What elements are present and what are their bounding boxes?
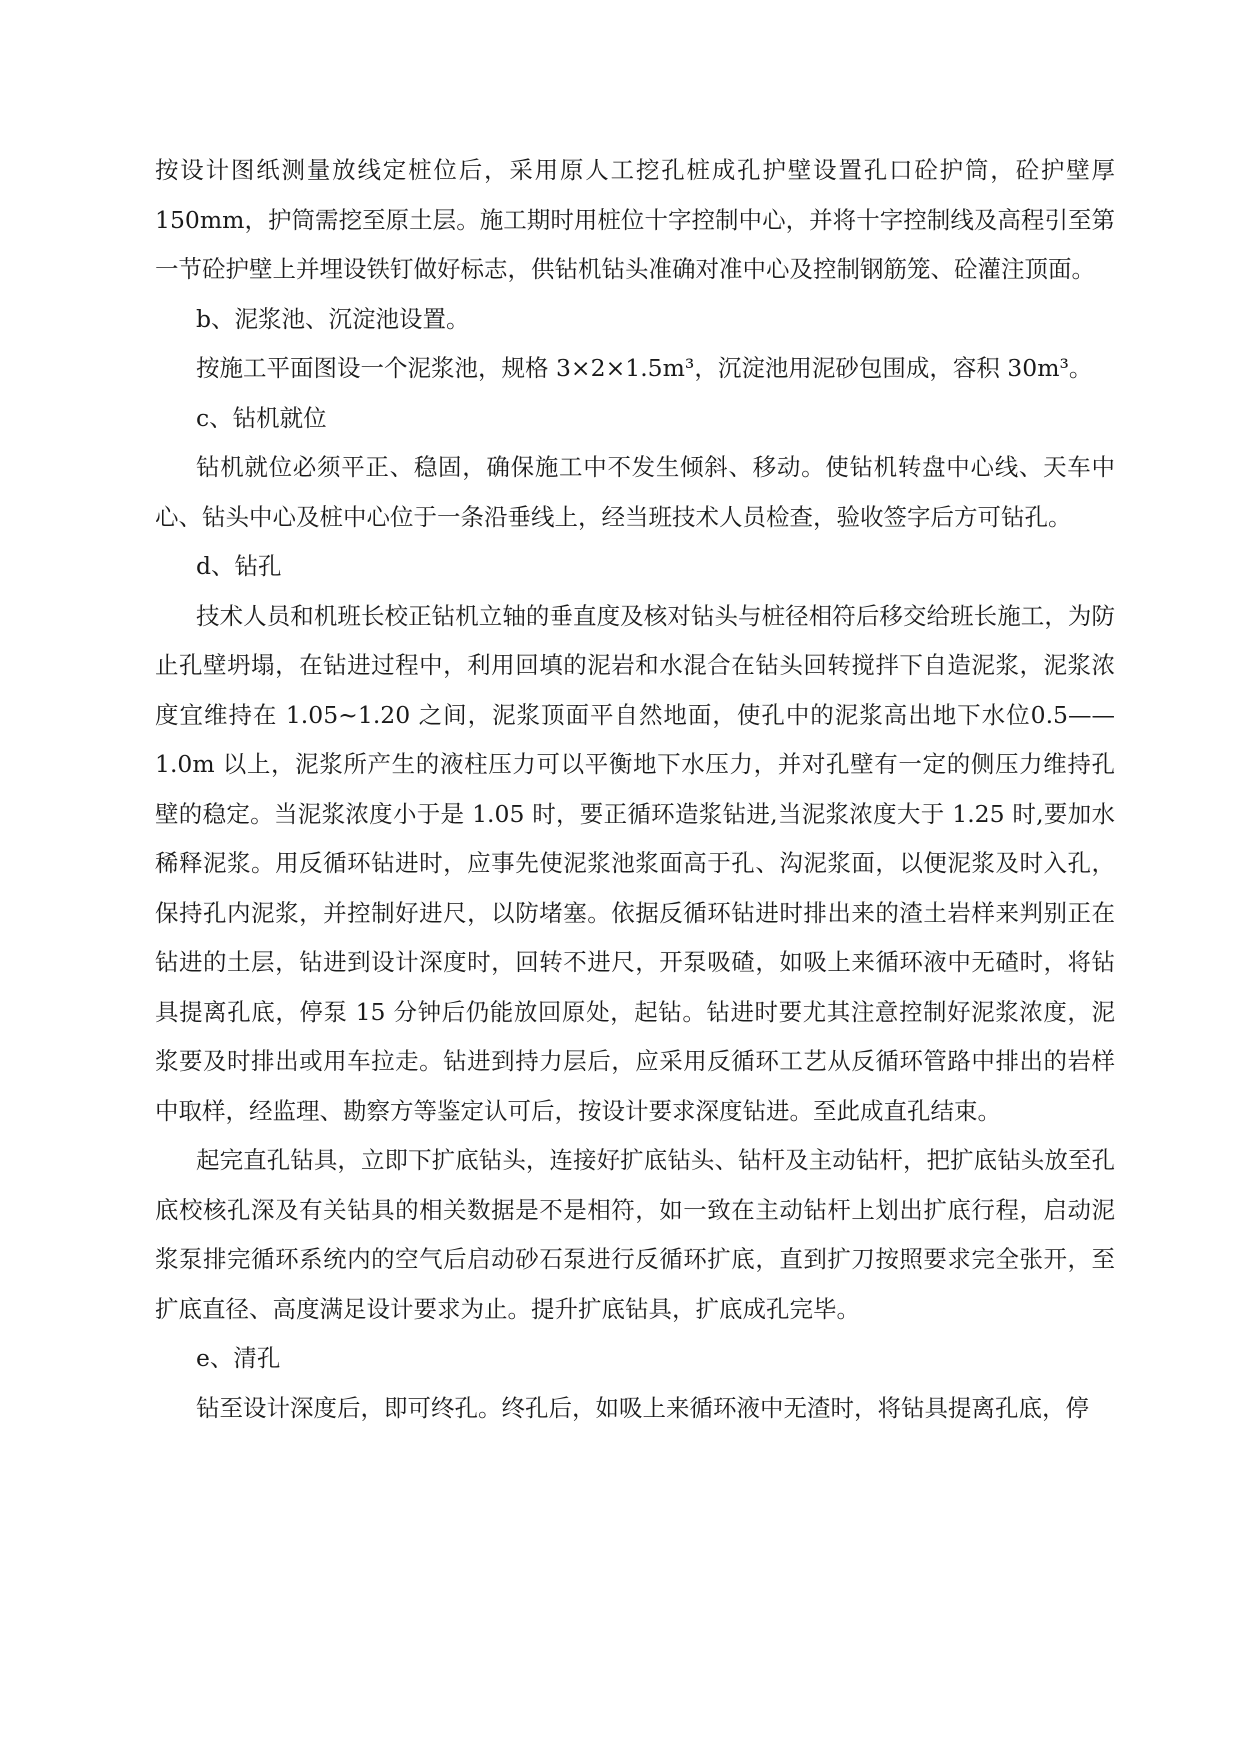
heading-rig-positioning: c、钻机就位 <box>196 403 327 432</box>
paragraph-mud-pit: 按施工平面图设一个泥浆池，规格 3×2×1.5m³，沉淀池用泥砂包围成，容积 30m³。 <box>196 354 1093 382</box>
paragraph-hole-cleaning: 钻至设计深度后，即可终孔。终孔后，如吸上来循环液中无渣时，将钻具提离孔底，停 <box>196 1393 1089 1422</box>
paragraph-rig-positioning: 钻机就位必须平正、稳固，确保施工中不发生倾斜、移动。使钻机转盘中心线、天车中心、钻头中心及桩中心位于一条沿垂线上，经当班技术人员检查，验收签字后方可钻孔。 <box>155 453 1115 531</box>
paragraph-drilling: 技术人员和机班长校正钻机立轴的垂直度及核对钻头与桩径相符后移交给班长施工，为防止孔壁坍塌，在钻进过程中，利用回填的泥岩和水混合在钻头回转搅拌下自造泥浆，泥浆浓度宜维持在 1.05~1.20 之间，泥浆顶面平自然地面，使孔中的泥浆高出地下水位0.5——1.0m 以上，泥浆所产生的液柱压力可以平衡地下水压力，并对孔壁有一定的侧压力维持孔壁的稳定。当泥浆浓度小于是 1.05 时，要正循环造浆钻进,当泥浆浓度大于 1.25 时,要加水稀释泥浆。用反循环钻进时，应事先使泥浆池浆面高于孔、沟泥浆面，以便泥浆及时入孔，保持孔内泥浆，并控制好进尺，以防堵塞。依据反循环钻进时排出来的渣土岩样来判别正在钻进的土层，钻进到设计深度时，回转不进尺，开泵吸碴，如吸上来循环液中无碴时，将钻具提离孔底，停泵 15 分钟后仍能放回原处，起钻。钻进时要尤其注意控制好泥浆浓度，泥浆要及时排出或用车拉走。钻进到持力层后，应采用反循环工艺从反循环管路中排出的岩样中取样，经监理、勘察方等鉴定认可后，按设计要求深度钻进。至此成直孔结束。 <box>155 601 1115 1125</box>
heading-drilling: d、钻孔 <box>196 552 282 580</box>
heading-mud-pit: b、泥浆池、沉淀池设置。 <box>196 304 470 333</box>
heading-hole-cleaning: e、清孔 <box>196 1344 281 1372</box>
paragraph-pile-positioning: 按设计图纸测量放线定桩位后，采用原人工挖孔桩成孔护壁设置孔口砼护筒，砼护壁厚150mm，护筒需挖至原土层。施工期时用桩位十字控制中心，并将十字控制线及高程引至第一节砼护壁上并埋设铁钉做好标志，供钻机钻头准确对准中心及控制钢筋笼、砼灌注顶面。 <box>155 156 1115 283</box>
document-body <box>155 146 1115 1433</box>
paragraph-reaming: 起完直孔钻具，立即下扩底钻头，连接好扩底钻头、钻杆及主动钻杆，把扩底钻头放至孔底校核孔深及有关钻具的相关数据是不是相符，如一致在主动钻杆上划出扩底行程，启动泥浆泵排完循环系统内的空气后启动砂石泵进行反循环扩底，直到扩刀按照要求完全张开，至扩底直径、高度满足设计要求为止。提升扩底钻具，扩底成孔完毕。 <box>155 1146 1115 1323</box>
